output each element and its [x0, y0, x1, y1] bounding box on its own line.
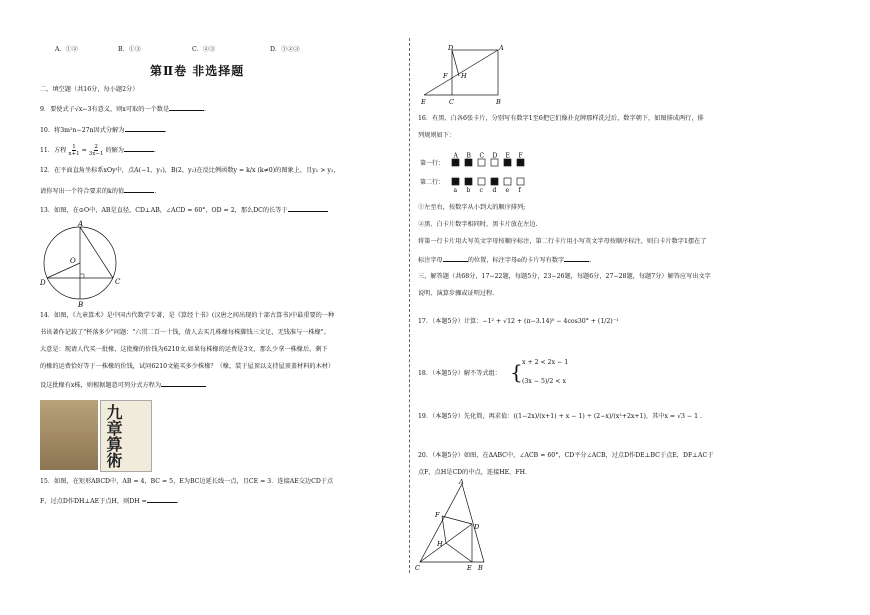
fig20-b: B [478, 564, 483, 572]
question-17: 17．（本题5分）计算：−1² + √12 + (π−3.14)⁰ − 4cos30° + (1/2)⁻¹ [418, 318, 619, 325]
fig15-h: H [461, 72, 467, 80]
question-10: 10．将3m²n−27n因式分解为 . [40, 127, 167, 134]
option-a: A．①② [55, 46, 79, 53]
row1-card-letter: F [518, 152, 523, 160]
fig15-a: A [499, 44, 504, 52]
triangle-figure [412, 478, 492, 572]
row2-card [452, 178, 459, 185]
q18-line2: (3x − 5)/2 < x [522, 378, 566, 385]
question-12-line1: 12．在平面直角坐标系xOy中，点A(−1，y₁)，B(2，y₂)在反比例函数y = k/x (k≠0)的图象上，且y₁ > y₂， [40, 167, 340, 174]
fig20-e: E [467, 564, 472, 572]
brace: { [510, 360, 523, 384]
question-15-line2: F，过点D作DH⊥AE于点H，则DH = . [40, 498, 179, 505]
question-14-line4: 的椽的运费恰好等于一株椽的价钱，试问6210文能买多少株椽？（椽，装于屋顶以支持屋顶盖材料的木材） [40, 363, 335, 370]
book-page-image [40, 400, 98, 470]
q18-line1: x + 2 < 2x − 1 [522, 359, 569, 366]
row1-card [452, 159, 459, 166]
question-19: 19．（本题5分）先化简，再求值：((1−2x)/(x+1) + x − 1) ÷ (2−x)/(x²+2x+1)，其中x = √3 − 1 . [418, 413, 702, 420]
row2-card [517, 178, 524, 185]
fig15-e: E [421, 98, 426, 106]
row2-card [465, 178, 472, 185]
fig20-h: H [437, 540, 443, 548]
row1-card [491, 159, 498, 166]
row2-card [491, 178, 498, 185]
row1-card-letter: B [466, 152, 471, 160]
question-18: 18．（本题5分）解不等式组： [418, 370, 501, 377]
option-b: B．①③ [118, 46, 142, 53]
label-d: D [40, 279, 46, 287]
row1-card [465, 159, 472, 166]
rule-2: ②黑、白卡片数字相同时，黑卡片放在左边. [418, 221, 538, 228]
row2-label: 第二行： [420, 179, 445, 186]
question-9: 9．要使式子√x−3有意义，则x可取的一个数是 . [40, 106, 207, 113]
rule-1: ①左至右，按数字从小到大的顺序排列; [418, 204, 526, 211]
question-14-line1: 14．如图，《九章算术》是中国古代数学专著，是《算经十书》(汉唐之间出现的十部古算书)中最重要的一种 [40, 312, 335, 319]
rule-4: 标注字母 的位置，标注字母e的卡片写有数字 . [418, 257, 592, 264]
fig15-f: F [443, 72, 448, 80]
question-12-line2: 请你写出一个符合要求的k的值 . [40, 188, 157, 195]
row2-card-letter: c [479, 187, 483, 194]
row1-card [517, 159, 524, 166]
row1-card-letter: E [505, 152, 510, 160]
solve-header-line1: 三、解答题（共68分，17−22题，每题5分，23−26题，每题6分，27−28题，每题7分）解答应写出文字 [418, 273, 711, 280]
rectangle-figure [418, 42, 504, 106]
label-c: C [115, 278, 121, 286]
row2-card-letter: e [505, 187, 510, 194]
solve-header-line2: 说明、演算步骤或证明过程. [418, 290, 495, 297]
label-a: A [78, 220, 84, 228]
q11-frac-left: $\frac{1}{x+1}$ [68, 144, 80, 157]
question-20-line2: 点F，点H是CD的中点，连接HE、FH． [418, 469, 532, 476]
row1-label: 第一行： [420, 160, 445, 167]
question-13: 13．如图，在⊙O中，AB是直径，CD⊥AB，∠ACD = 60°，OD = 2，那么DC的长等于 [40, 205, 328, 215]
question-11: 11．方程 $\frac{1}{x+1}$ = $\frac{2}{3x-1}$ 的解为 . [40, 144, 156, 157]
row2-card [478, 178, 485, 185]
row2-card-letter: b [466, 187, 471, 194]
option-d: D．①②③ [270, 46, 300, 53]
row2-card-letter: f [518, 187, 521, 194]
row1-card-letter: A [453, 152, 458, 160]
fig15-b: B [496, 98, 501, 106]
question-16-line1: 16．有黑、白各6张卡片，分别写有数字1至6把它们像扑克牌那样洗过后，数字朝下，如图排成两行，排 [418, 115, 704, 122]
row2-card-letter: d [492, 187, 497, 194]
fill-header: 二、填空题（共16分，每小题2分） [40, 86, 139, 93]
option-c: C．②③ [192, 46, 216, 53]
section-title: 第Ⅱ卷 非选择题 [150, 64, 245, 78]
row1-card-letter: D [492, 152, 498, 160]
rule-3: 将第一行卡片用大写英文字母按顺序标注，第二行卡片用小写英文字母按顺序标注，则白卡片数字1摆在了 [418, 238, 707, 245]
cards-figure [418, 146, 558, 194]
question-14-line5: 设这批椽有x株，则根据题意可列分式方程为 [40, 380, 206, 390]
question-14-line3: 大意是：现请人代买一批椽，这批椽的价钱为6210文.如果每株椽的运费是3文，那么少拿一株椽后，剩下 [40, 346, 328, 353]
fig20-c: C [415, 564, 420, 572]
circle-figure [38, 218, 126, 308]
label-b: B [78, 301, 84, 308]
column-divider [409, 38, 411, 573]
fig15-d: D [448, 44, 454, 52]
label-o: O [70, 257, 76, 265]
question-14-line2: 书该著作记载了"杯落多少"问题："六贯二百一十钱，倩人去买几株椽每株脚钱三文足，无钱准与一株椽"。 [40, 329, 330, 336]
row1-card [504, 159, 511, 166]
row1-card-letter: C [479, 152, 485, 160]
row2-card [504, 178, 511, 185]
q11-frac-right: $\frac{2}{3x-1}$ [88, 144, 104, 157]
question-20-line1: 20．（本题5分）如图，在ΔABC中，∠ACB = 60°，CD平分∠ACB，过点D作DE⊥BC于点E，DF⊥AC于 [418, 452, 714, 459]
fig15-c: C [449, 98, 454, 106]
fig20-f: F [435, 511, 440, 519]
fig20-d: D [474, 523, 480, 531]
row2-card-letter: a [453, 187, 458, 194]
question-16-line2: 列规则如下： [418, 132, 456, 139]
fig20-a: A [459, 478, 464, 486]
question-15-line1: 15．如图，在矩形ABCD中，AB = 4，BC = 5，E为BC边延长线一点，且CE = 3．连接AE交边CD于点 [40, 478, 334, 485]
row1-card [478, 159, 485, 166]
book-title: 九章算術 [104, 404, 123, 468]
